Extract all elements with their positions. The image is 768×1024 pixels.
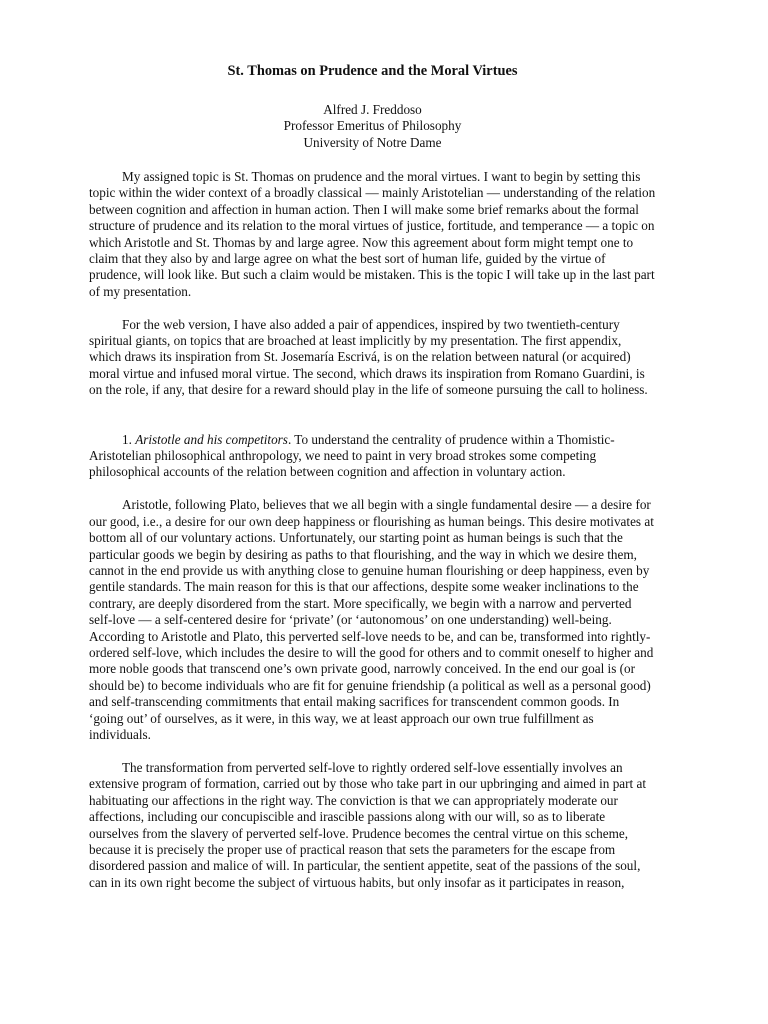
author-institution: University of Notre Dame — [303, 134, 442, 150]
paragraph-appendices: For the web version, I have also added a pair of appendices, inspired by two twentieth-century spiritual giants, on topics that are broached at least implicitly by my presentation. The first appendix, which draws its inspiration from St. Josemaría Escrivá, is on the relation between natural (or acquired) moral virtue and infused moral virtue. The second, which draws its inspiration from Romano Guardini, is on the role, if any, that desire for a reward should play in the life of someone pursuing the call to holiness. — [89, 316, 648, 398]
section-heading: Aristotle and his competitors — [135, 431, 288, 447]
document-title: St. Thomas on Prudence and the Moral Virtues — [227, 63, 518, 79]
author-position: Professor Emeritus of Philosophy — [283, 118, 462, 134]
section-intro-text: . To understand the centrality of prudence within a Thomistic-Aristotelian philosophical anthropology, we need to paint in very broad strokes some competing philosophical accounts of the relation between cognition and affection in voluntary action. — [89, 431, 615, 480]
paragraph-intro: My assigned topic is St. Thomas on prudence and the moral virtues. I want to begin by setting this topic within the wider context of a broadly classical — mainly Aristotelian — understanding of the relation between cognition and affection in human action. Then I will make some brief remarks about the formal structure of prudence and its relation to the moral virtues of justice, fortitude, and temperance — a topic on which Aristotle and St. Thomas by and large agree. Now this agreement about form might tempt one to claim that they also by and large agree on what the best sort of human life, guided by the virtue of prudence, will look like. But such a claim would be mistaken. This is the topic I will take up in the last part of my presentation. — [89, 168, 656, 299]
paragraph-transformation: The transformation from perverted self-love to rightly ordered self-love essentially involves an extensive program of formation, carried out by those who take part in our upbringing and aimed in part at habituating our affections in the right way. The conviction is that we can appropriately moderate our affections, including our concupiscible and irascible passions along with our will, so as to liberate ourselves from the slavery of perverted self-love. Prudence becomes the central virtue on this scheme, because it is precisely the proper use of practical reason that sets the parameters for the escape from disordered passion and malice of will. In particular, the sentient appetite, seat of the passions of the soul, can in its own right become the subject of virtuous habits, but only insofar as it participates in reason, — [89, 759, 647, 890]
document-body — [89, 169, 656, 891]
author-block — [89, 102, 656, 151]
author-name: Alfred J. Freddoso — [323, 102, 422, 117]
section-number: 1. — [122, 431, 136, 447]
paragraph-aristotle-plato: Aristotle, following Plato, believes that we all begin with a single fundamental desire — a desire for our good, i.e., a desire for our own deep happiness or flourishing as human beings. This desire motivates at bottom all of our voluntary actions. Unfortunately, our starting point as human beings is such that the particular goods we begin by desiring as paths to that flourishing, and the way in which we desire them, cannot in the end provide us with anything close to genuine human flourishing or deep happiness, even by gentile standards. The main reason for this is that our affections, despite some weaker inclinations to the contrary, are deeply disordered from the start. More specifically, we begin with a narrow and perverted self-love — a self-centered desire for ‘private’ (or ‘autonomous’ on one understanding) well-being. According to Aristotle and Plato, this perverted self-love needs to be, and can be, transformed into rightly-ordered self-love, which includes the desire to will the good for others and to commit oneself to higher and more noble goods that transcend one’s own private good, narrowly conceived. In the end our goal is (or should be) to become individuals who are fit for genuine friendship (a political as well as a personal good) and self-transcending commitments that entail making sacrifices for transcendent common goods. In ‘going out’ of ourselves, as it were, in this way, we at least approach our own true fulfillment as individuals. — [89, 497, 654, 743]
paragraph-section-1 — [89, 432, 656, 481]
